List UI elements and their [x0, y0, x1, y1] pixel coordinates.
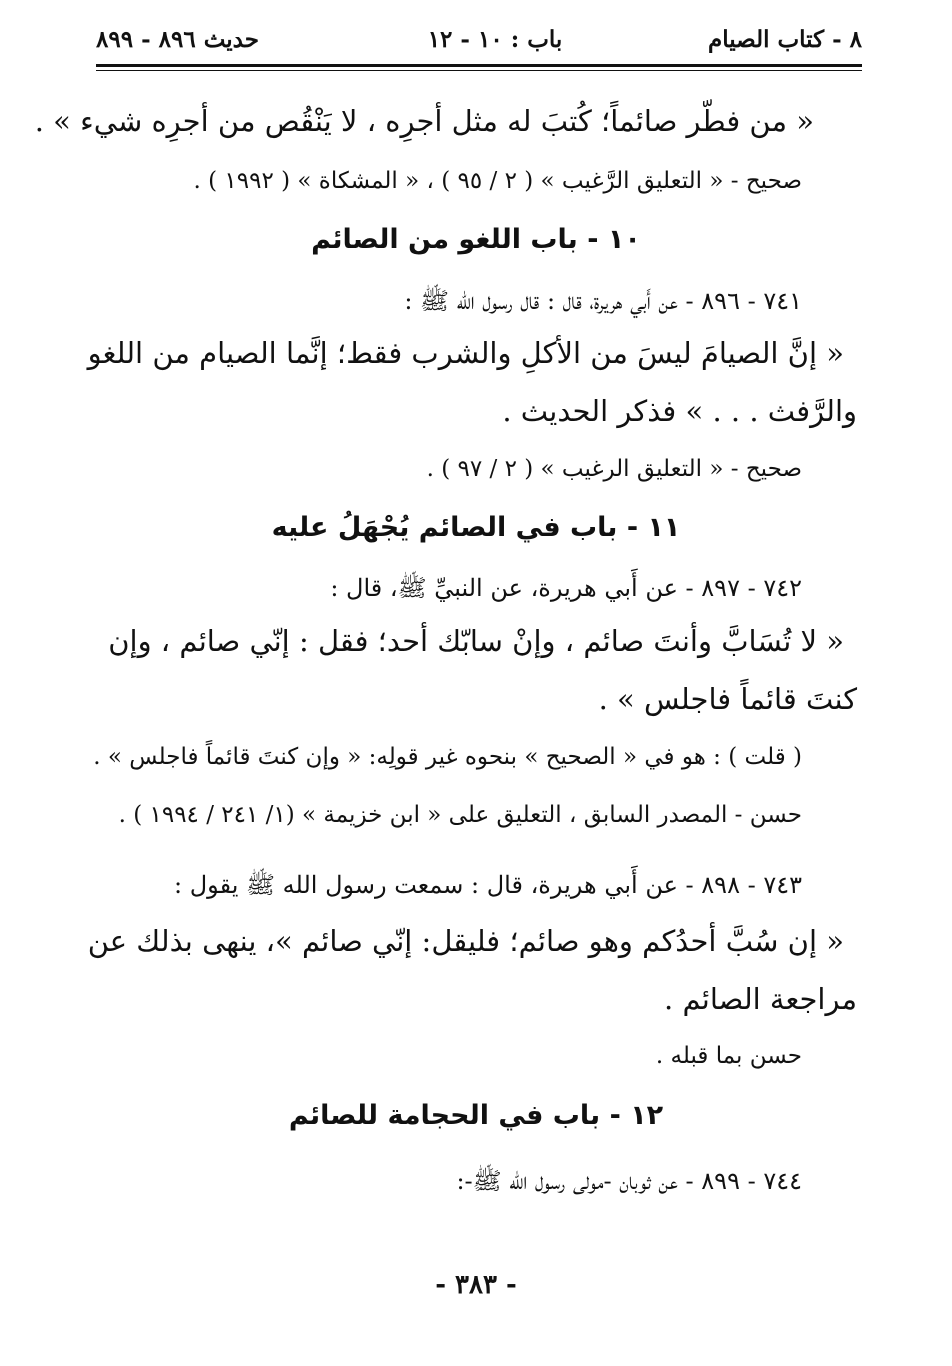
hadith-743-grade: حسن بما قبله . — [655, 1043, 802, 1069]
hadith-741-chain: ٧٤١ - ٨٩٦ - عن أَبي هريرة، قال : قال رسول الله ﷺ : — [404, 287, 802, 315]
hadith-742-grade: حسن - المصدر السابق ، التعليق على « ابن خزيمة » (١/ ٢٤١ / ١٩٩٤ ) . — [118, 802, 802, 828]
hadith-744-chain: ٧٤٤ - ٨٩٩ - عن ثوبان -مولى رسول الله ﷺ-: — [456, 1167, 802, 1195]
header-rule-thick — [96, 64, 862, 67]
hadith-742-chain: ٧٤٢ - ٨٩٧ - عن أَبي هريرة، عن النبيِّ ﷺ، قال : — [330, 574, 802, 602]
header-hadith-range: حديث ٨٩٦ - ٨٩٩ — [96, 26, 259, 53]
header-chapters: باب : ١٠ - ١٢ — [427, 26, 563, 53]
chapter-heading-10: ١٠ - باب اللغو من الصائم — [311, 224, 641, 255]
hadith-741-text-1: « إنَّ الصيامَ ليسَ من الأكلِ والشرب فقط؛ إنَّما الصيام من اللغو — [87, 336, 844, 370]
grade-line: صحيح - « التعليق الرَّغيب » ( ٢ / ٩٥ ) ، « المشكاة » ( ١٩٩٢ ) . — [193, 168, 802, 194]
hadith-742-text-2: كنتَ قائماً فاجلس » . — [598, 682, 857, 716]
hadith-742-note: ( قلت ) : هو في « الصحيح » بنحوه غير قولِه: « وإن كنتَ قائماً فاجلس » . — [93, 744, 802, 770]
hadith-741-text-2: والرَّفث . . . » فذكر الحديث . — [502, 394, 857, 428]
header-book-title: ٨ - كتاب الصيام — [707, 26, 862, 53]
chapter-heading-11: ١١ - باب في الصائم يُجْهَلُ عليه — [271, 512, 681, 543]
hadith-743-text-2: مراجعة الصائم . — [664, 982, 857, 1016]
hadith-742-text-1: « لا تُسَابَّ وأنتَ صائم ، وإنْ سابّك أحد؛ فقل : إنّي صائم ، وإن — [108, 624, 844, 658]
header-rule-thin — [96, 70, 862, 71]
page-number: - ٣٨٣ - — [435, 1270, 517, 1300]
hadith-743-text-1: « إن سُبَّ أحدُكم وهو صائم؛ فليقل: إنّي صائم »، ينهى بذلك عن — [87, 924, 844, 958]
hadith-text-line: « من فطّر صائماً؛ كُتبَ له مثل أجرِه ، لا يَنْقُص من أجرِه شيء » . — [34, 104, 814, 138]
hadith-741-grade: صحيح - « التعليق الرغيب » ( ٢ / ٩٧ ) . — [426, 456, 802, 482]
chapter-heading-12: ١٢ - باب في الحجامة للصائم — [288, 1100, 664, 1131]
hadith-743-chain: ٧٤٣ - ٨٩٨ - عن أَبي هريرة، قال : سمعت رسول الله ﷺ يقول : — [174, 871, 802, 899]
